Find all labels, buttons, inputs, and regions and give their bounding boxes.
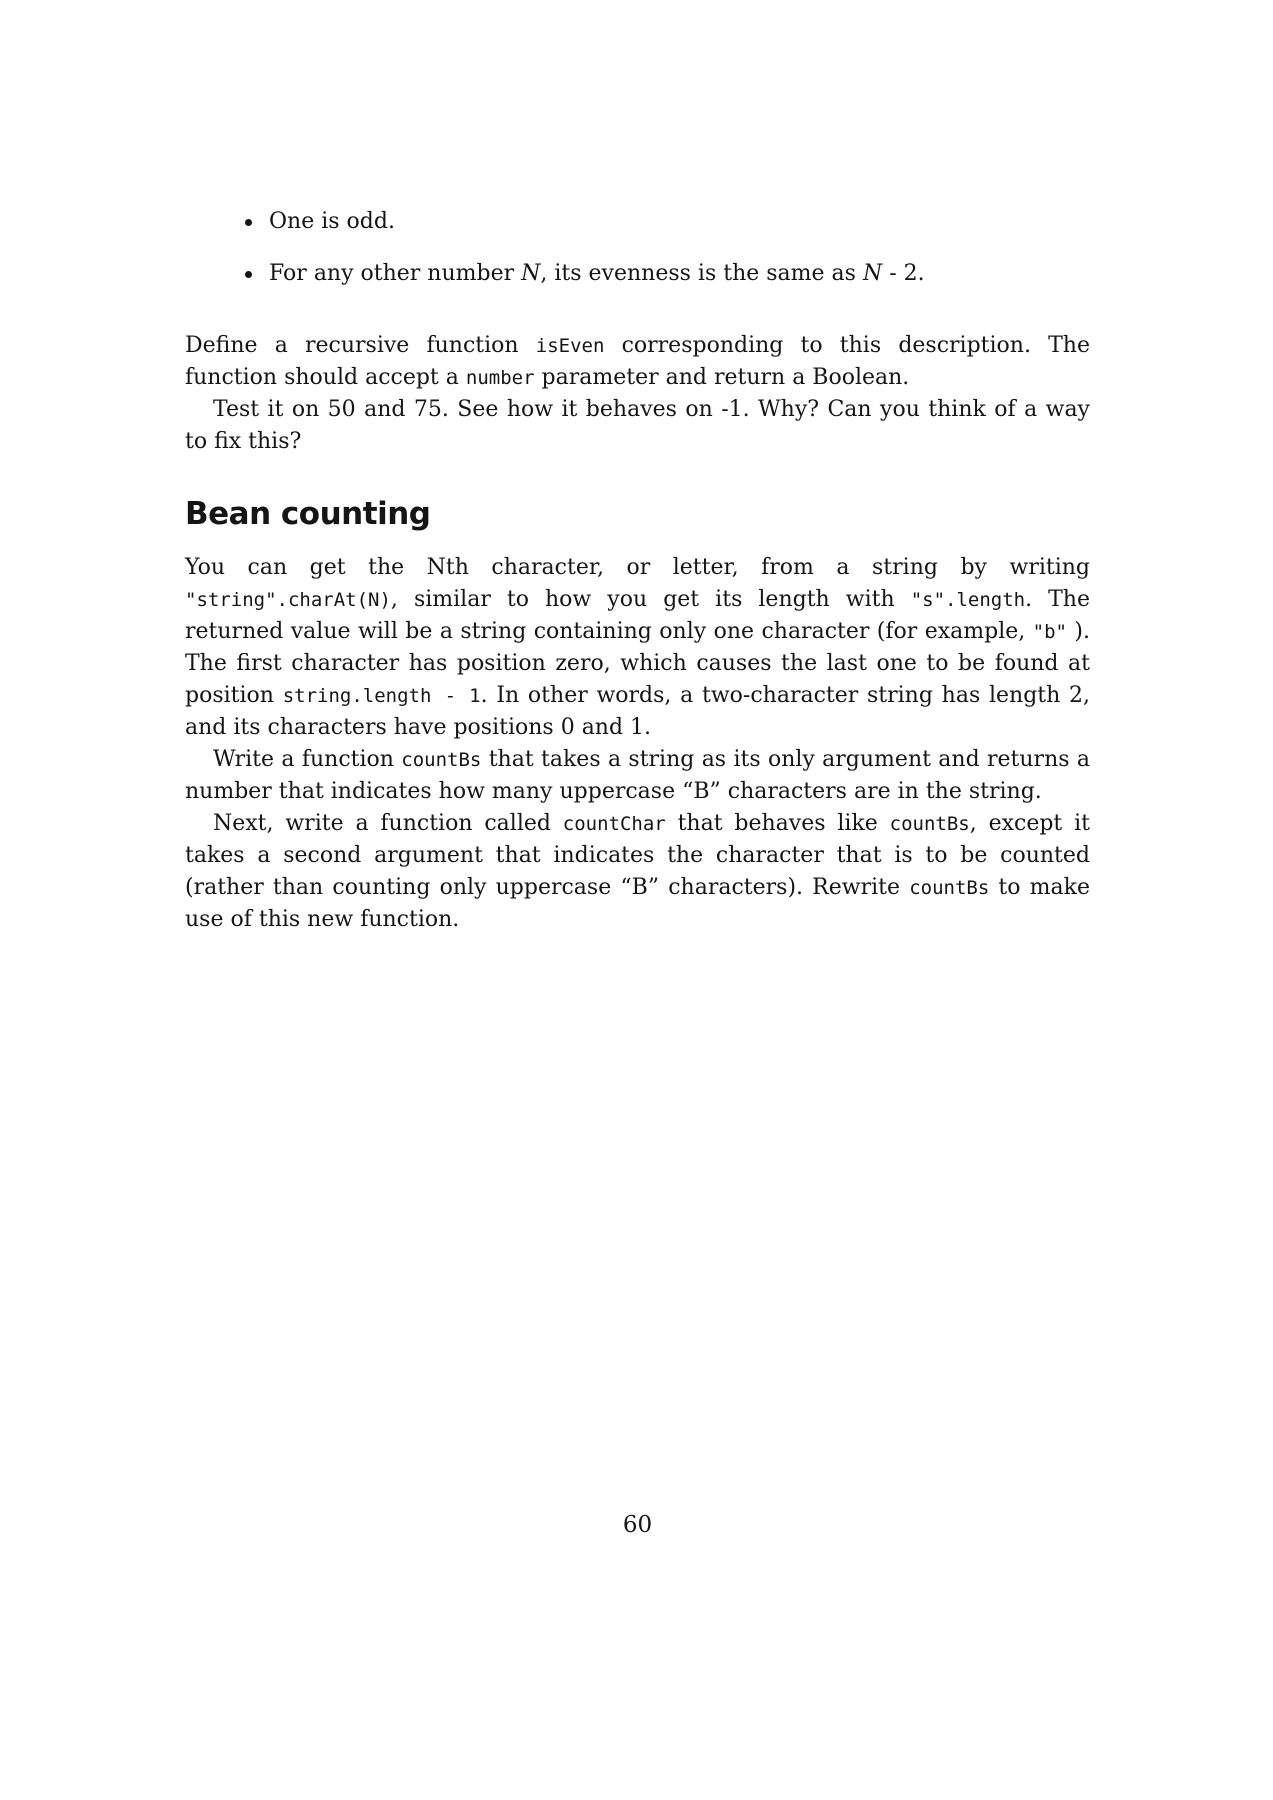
text-run: . In other words, a two-character string has length 2, and its characters have positions 0 and 1. bbox=[185, 683, 1090, 740]
mono-text-run: isEven bbox=[535, 335, 605, 357]
bullet-icon bbox=[245, 271, 252, 278]
mono-text-run: "b" bbox=[1032, 621, 1067, 643]
text-run: Next, write a function called bbox=[213, 811, 563, 836]
text-run: , similar to how you get its length with bbox=[390, 587, 911, 612]
text-run: Define a recursive function bbox=[185, 333, 536, 358]
text-run: , its evenness is the same as bbox=[540, 261, 863, 286]
text-run: to make use of this new function. bbox=[185, 875, 1091, 932]
paragraph bbox=[185, 394, 1090, 458]
text-run: For any other number bbox=[269, 261, 522, 286]
text-run: corresponding to this description. The function should accept a bbox=[185, 333, 1090, 390]
text-run: Write a function bbox=[213, 747, 402, 772]
mono-text-run: "string".charAt(N) bbox=[185, 589, 391, 611]
mono-text-run: countBs bbox=[401, 749, 482, 771]
text-run: You can get the Nth character, or letter, from a string by writing bbox=[185, 555, 1090, 580]
paragraph bbox=[185, 744, 1090, 808]
mono-text-run: countBs bbox=[909, 877, 990, 899]
text-column bbox=[185, 206, 1090, 936]
mono-text-run: number bbox=[465, 367, 535, 389]
paragraph bbox=[185, 552, 1090, 744]
mono-text-run: countBs bbox=[889, 813, 970, 835]
mono-text-run: string.length - 1 bbox=[282, 685, 481, 707]
mono-text-run: countChar bbox=[562, 813, 666, 835]
list-item bbox=[269, 258, 1090, 290]
text-run: ). The first character has position zero, which causes the last one to be found at position bbox=[185, 619, 1090, 708]
bullet-list bbox=[185, 206, 1090, 290]
bullet-icon bbox=[245, 219, 252, 226]
paragraph bbox=[185, 808, 1090, 936]
section-paragraphs bbox=[185, 552, 1090, 936]
page-number: 60 bbox=[622, 1512, 653, 1538]
text-run: One is odd. bbox=[269, 209, 395, 234]
italic-text-run: N bbox=[862, 261, 883, 286]
list-item bbox=[269, 206, 1090, 238]
text-run: , except it takes a second argument that indicates the character that is to be counted (rather than counting only uppercase “B” characters). Rewrite bbox=[185, 811, 1090, 900]
intro-paragraphs bbox=[185, 330, 1090, 458]
italic-text-run: N bbox=[521, 261, 541, 286]
text-run: that takes a string as its only argument and returns a number that indicates how many uppercase “B” characters are in the string. bbox=[185, 747, 1090, 804]
mono-text-run: "s".length bbox=[910, 589, 1026, 611]
section-heading: Bean counting bbox=[185, 496, 431, 532]
paragraph bbox=[185, 330, 1090, 394]
text-run: - 2. bbox=[882, 261, 925, 286]
text-run: parameter and return a Boolean. bbox=[534, 365, 910, 390]
text-run: that behaves like bbox=[665, 811, 890, 836]
text-run: Test it on 50 and 75. See how it behaves on -1. Why? Can you think of a way to fix this? bbox=[185, 397, 1090, 454]
text-run: . The returned value will be a string containing only one character (for example, bbox=[185, 587, 1090, 644]
